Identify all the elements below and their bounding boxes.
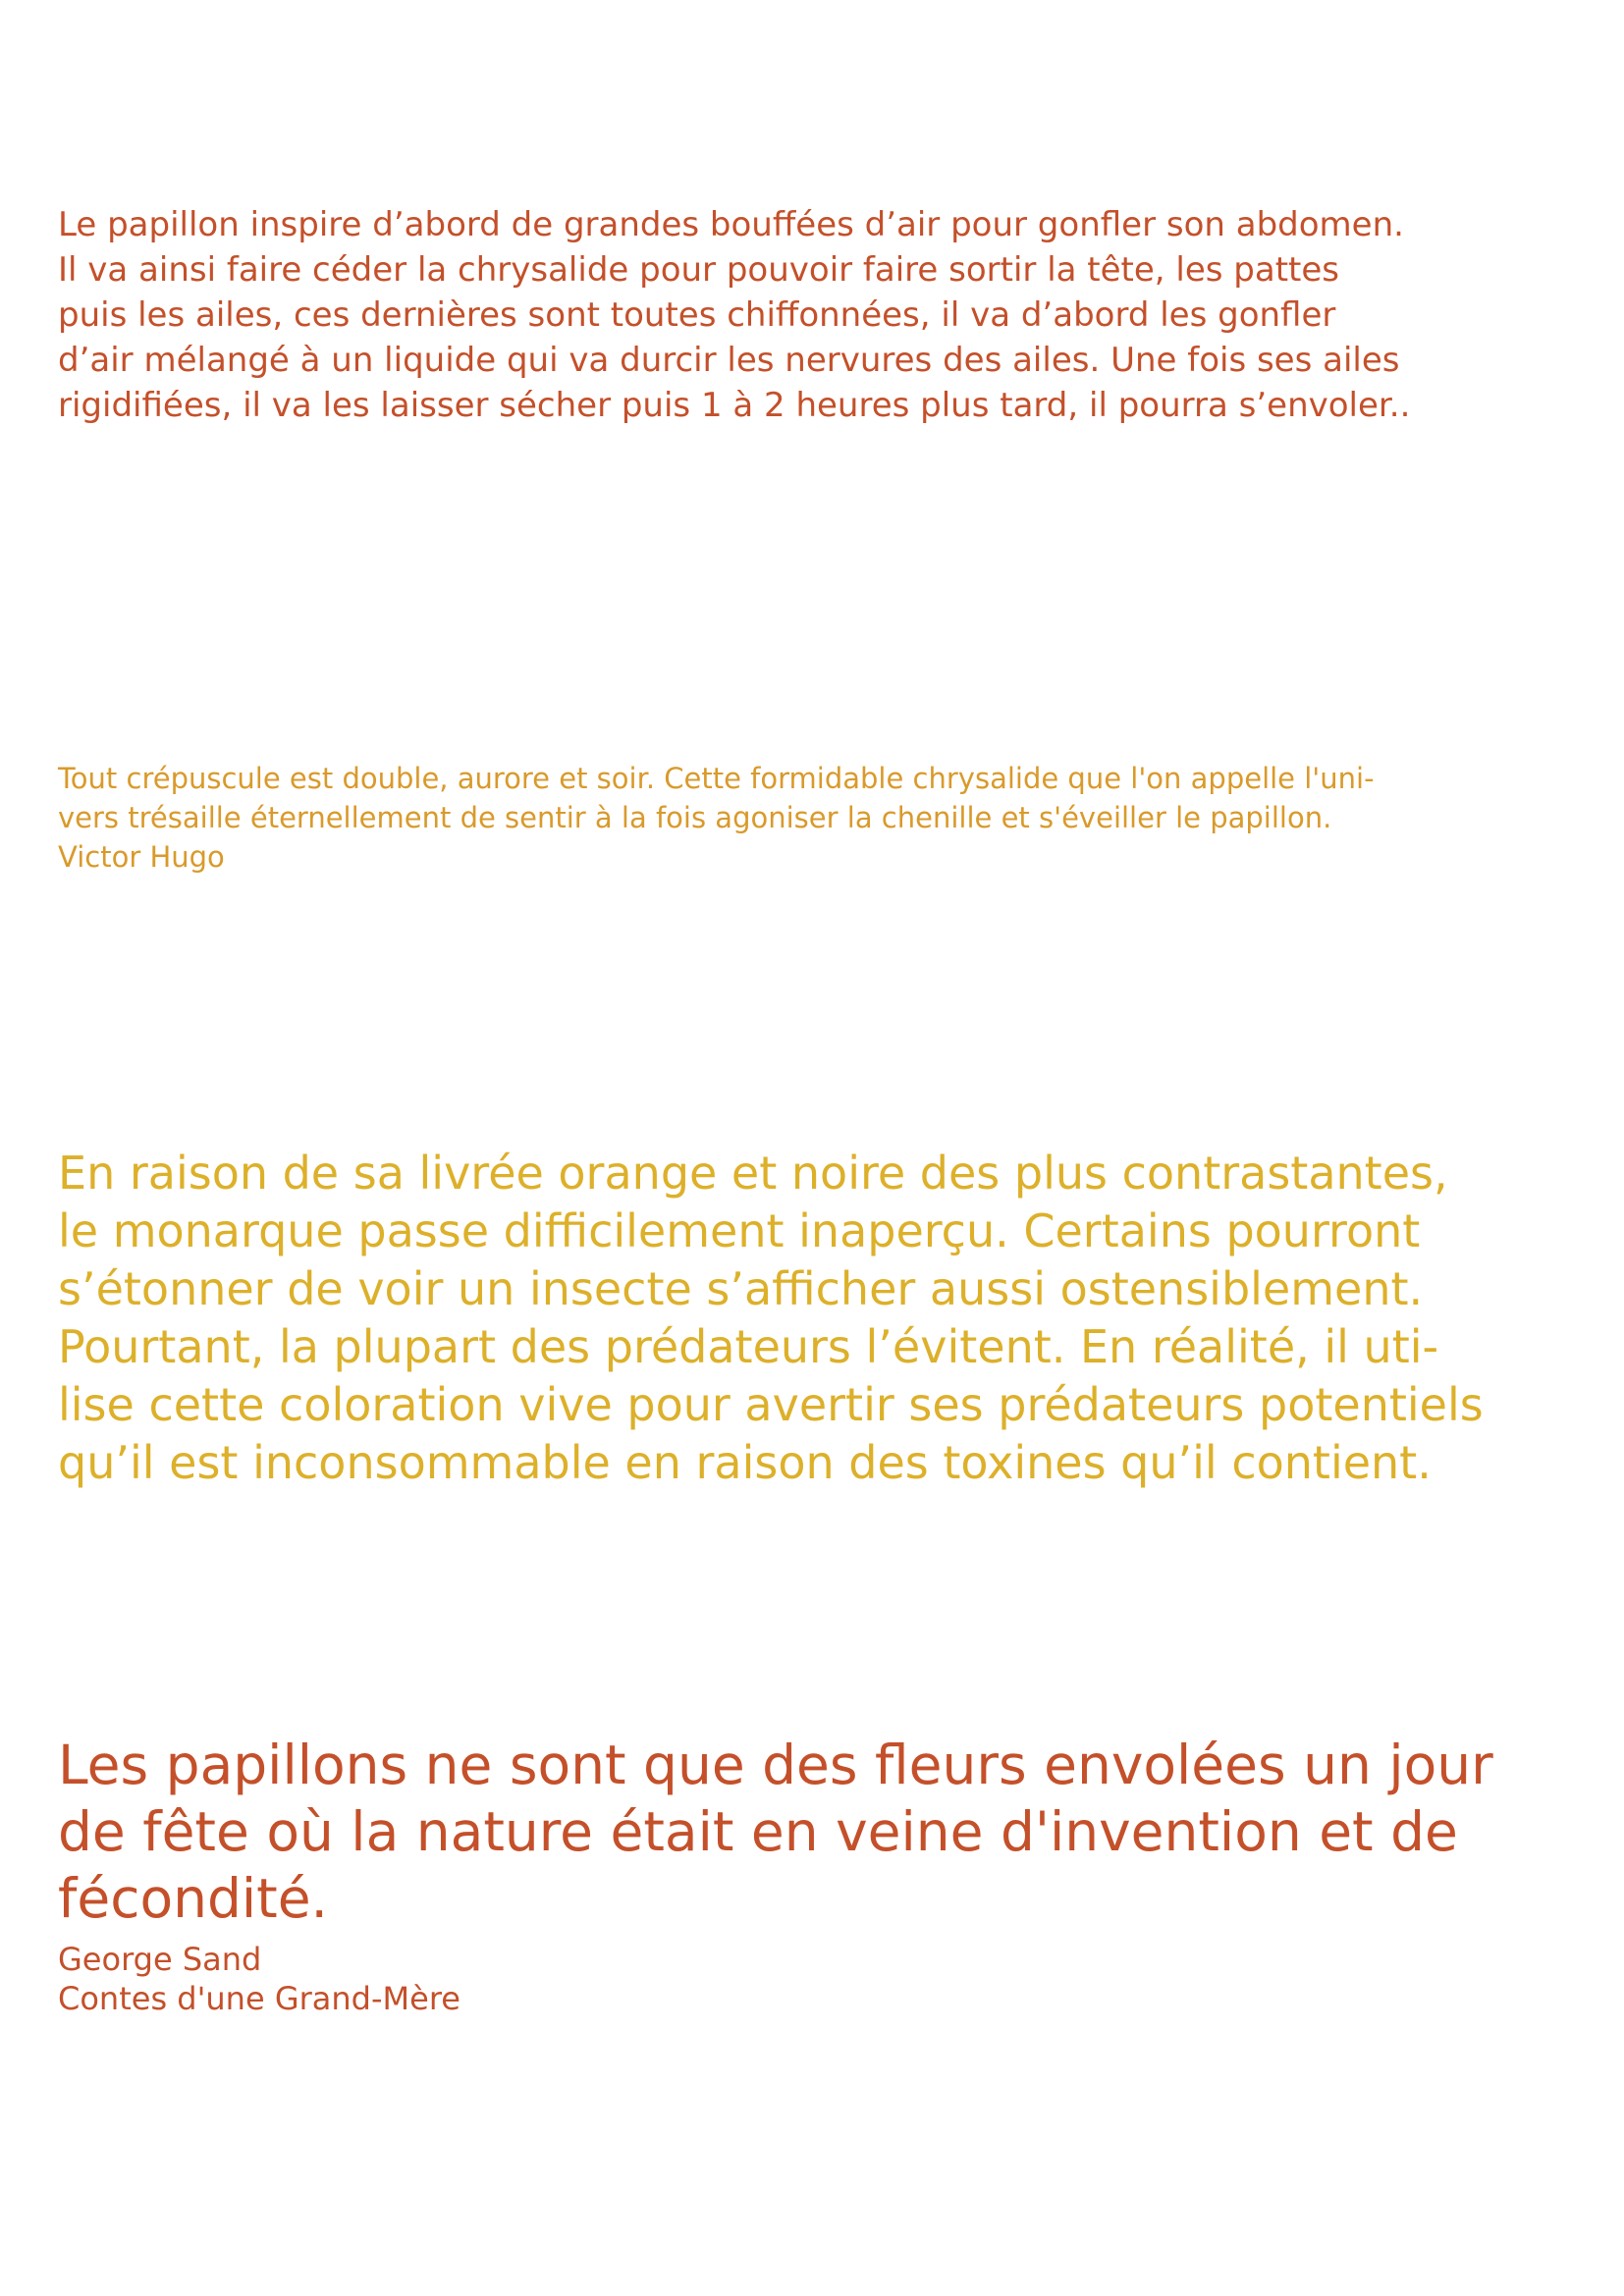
text-line: qu’il est inconsommable en raison des toxines qu’il contient. <box>58 1436 1432 1489</box>
victor-hugo-quote <box>58 759 1585 877</box>
george-sand-attribution <box>58 1940 1585 2018</box>
text-line: En raison de sa livrée orange et noire des plus contrastantes, <box>58 1147 1448 1200</box>
text-line: Il va ainsi faire céder la chrysalide pour pouvoir faire sortir la tête, les pattes <box>58 250 1339 290</box>
quote-author: George Sand <box>58 1941 262 1978</box>
chrysalis-paragraph <box>58 202 1585 428</box>
text-line: lise cette coloration vive pour avertir ses prédateurs potentiels <box>58 1378 1484 1431</box>
quote-author: Victor Hugo <box>58 840 225 874</box>
quote-source: Contes d'une Grand-Mère <box>58 1980 460 2017</box>
quote-line: Tout crépuscule est double, aurore et soir. Cette formidable chrysalide que l'on appelle l'uni- <box>58 762 1375 795</box>
quote-line: vers trésaille éternellement de sentir à la fois agoniser la chenille et s'éveiller le papillon. <box>58 801 1332 834</box>
text-line: le monarque passe difficilement inaperçu. Certains pourront <box>58 1204 1421 1257</box>
george-sand-quote <box>58 1732 1585 1932</box>
quote-line: de fête où la nature était en veine d'invention et de <box>58 1800 1458 1863</box>
text-line: s’étonner de voir un insecte s’afficher aussi ostensiblement. <box>58 1262 1424 1315</box>
text-line: rigidifiées, il va les laisser sécher puis 1 à 2 heures plus tard, il pourra s’envoler.. <box>58 386 1411 425</box>
text-line: Le papillon inspire d’abord de grandes bouffées d’air pour gonfler son abdomen. <box>58 205 1404 244</box>
monarch-paragraph <box>58 1145 1585 1492</box>
quote-line: Les papillons ne sont que des fleurs envolées un jour <box>58 1734 1493 1796</box>
text-line: Pourtant, la plupart des prédateurs l’évitent. En réalité, il uti- <box>58 1320 1439 1373</box>
quote-line: fécondité. <box>58 1867 329 1930</box>
text-line: d’air mélangé à un liquide qui va durcir les nervures des ailes. Une fois ses ailes <box>58 341 1400 380</box>
text-line: puis les ailes, ces dernières sont toutes chiffonnées, il va d’abord les gonfler <box>58 295 1336 335</box>
